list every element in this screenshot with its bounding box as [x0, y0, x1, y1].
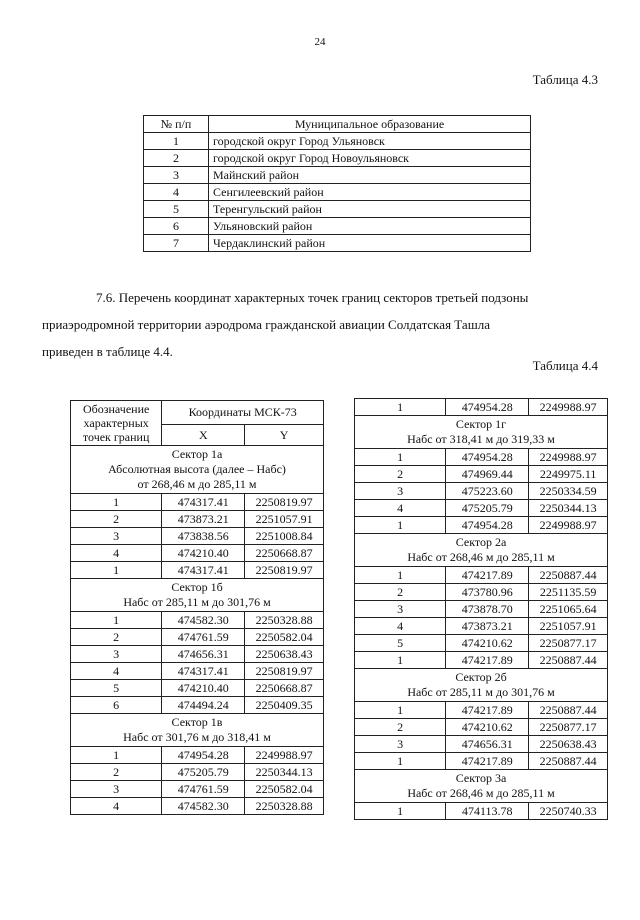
- table-row: [144, 218, 531, 235]
- table-row: [144, 150, 531, 167]
- point-id: 2: [355, 584, 446, 601]
- coord-y: 2250328.88: [245, 798, 324, 815]
- table-row: [355, 601, 608, 618]
- sector-title: Сектор 1а: [171, 447, 223, 461]
- coord-x: 475223.60: [446, 483, 529, 500]
- coord-x: 473838.56: [162, 528, 245, 545]
- coord-x: 474113.78: [446, 803, 529, 820]
- coord-y: 2250344.13: [529, 500, 608, 517]
- table-4-4-caption: Таблица 4.4: [532, 358, 598, 373]
- table-header-row: [71, 401, 324, 425]
- point-id: 5: [71, 680, 162, 697]
- table-row: [355, 466, 608, 483]
- point-id: 3: [71, 646, 162, 663]
- row-number: 1: [144, 133, 209, 150]
- column-header-y: Y: [245, 424, 324, 445]
- point-id: 1: [355, 449, 446, 466]
- coord-y: 2251057.91: [529, 618, 608, 635]
- table-header-row: [144, 116, 531, 133]
- point-id: 5: [355, 635, 446, 652]
- coord-x: 474210.40: [162, 680, 245, 697]
- sector-title: Сектор 1г: [455, 417, 507, 431]
- coord-x: 474217.89: [446, 567, 529, 584]
- coord-y: 2250668.87: [245, 680, 324, 697]
- coord-y: 2250819.97: [245, 562, 324, 579]
- sector-heading: [355, 770, 608, 803]
- table-row: [144, 235, 531, 252]
- table-row: [71, 798, 324, 815]
- coord-x: 474969.44: [446, 466, 529, 483]
- table-row: [71, 562, 324, 579]
- coord-x: 474210.40: [162, 545, 245, 562]
- paragraph-line-1: 7.6. Перечень координат характерных точек границ секторов третьей подзоны: [96, 290, 529, 305]
- table-row: [71, 697, 324, 714]
- municipality-name: Чердаклинский район: [209, 235, 531, 252]
- point-id: 2: [355, 466, 446, 483]
- coord-y: 2249975.11: [529, 466, 608, 483]
- coord-y: 2250638.43: [529, 736, 608, 753]
- coord-y: 2250409.35: [245, 697, 324, 714]
- point-id: 4: [71, 798, 162, 815]
- sector-heading-row: [355, 669, 608, 702]
- table-row: [355, 719, 608, 736]
- municipality-name: Ульяновский район: [209, 218, 531, 235]
- table-row: [355, 618, 608, 635]
- sector-heading-row: [355, 534, 608, 567]
- point-id: 1: [355, 753, 446, 770]
- sector-heading-row: [71, 446, 324, 494]
- coord-y: 2250819.97: [245, 663, 324, 680]
- table-row: [355, 635, 608, 652]
- point-id: 1: [355, 517, 446, 534]
- sector-altitude: Набс от 268,46 м до 285,11 м: [407, 550, 555, 564]
- coord-y: 2250887.44: [529, 652, 608, 669]
- coord-y: 2250638.43: [245, 646, 324, 663]
- coord-y: 2250328.88: [245, 612, 324, 629]
- sector-heading-row: [355, 416, 608, 449]
- municipality-name: Майнский район: [209, 167, 531, 184]
- column-header-municipality: Муниципальное образование: [209, 116, 531, 133]
- sector-title: Сектор 2а: [455, 535, 507, 549]
- table-row: [71, 680, 324, 697]
- coord-x: 475205.79: [446, 500, 529, 517]
- table-row: [355, 652, 608, 669]
- table-row: [355, 753, 608, 770]
- point-id: 4: [71, 545, 162, 562]
- column-header-coordinates: Координаты МСК-73: [162, 401, 324, 425]
- municipality-name: городской округ Город Ульяновск: [209, 133, 531, 150]
- sector-heading: [71, 579, 324, 612]
- coord-y: 2251065.64: [529, 601, 608, 618]
- column-header-point: Обозначение характерных точек границ: [71, 401, 162, 446]
- table-4-4-left-body: [71, 446, 324, 815]
- paragraph-line-2: приаэродромной территории аэродрома гражданской авиации Солдатская Ташла: [42, 317, 490, 332]
- coord-x: 474217.89: [446, 652, 529, 669]
- point-id: 1: [355, 567, 446, 584]
- coord-x: 474582.30: [162, 798, 245, 815]
- row-number: 4: [144, 184, 209, 201]
- coord-y: 2250668.87: [245, 545, 324, 562]
- table-row: [71, 545, 324, 562]
- sector-altitude: Набс от 268,46 м до 285,11 м: [407, 786, 555, 800]
- table-4-3-body: [144, 133, 531, 252]
- sector-title: Сектор 2б: [455, 670, 507, 684]
- coord-x: 474954.28: [446, 517, 529, 534]
- coord-y: 2250887.44: [529, 702, 608, 719]
- point-id: 1: [355, 652, 446, 669]
- table-row: [71, 494, 324, 511]
- table-row: [355, 449, 608, 466]
- sector-heading: [355, 416, 608, 449]
- coord-y: 2249988.97: [529, 399, 608, 416]
- sector-title: Сектор 3а: [455, 771, 507, 785]
- point-id: 2: [355, 719, 446, 736]
- table-4-4-right: [354, 398, 608, 820]
- coord-y: 2250819.97: [245, 494, 324, 511]
- coord-x: 474954.28: [446, 449, 529, 466]
- coord-y: 2250740.33: [529, 803, 608, 820]
- sector-heading: [71, 714, 324, 747]
- table-4-3-caption: Таблица 4.3: [532, 72, 598, 87]
- sector-title: Сектор 1б: [171, 580, 223, 594]
- coord-y: 2251008.84: [245, 528, 324, 545]
- table-row: [71, 629, 324, 646]
- coord-x: 474210.62: [446, 719, 529, 736]
- table-row: [71, 663, 324, 680]
- table-row: [355, 803, 608, 820]
- sector-heading-row: [71, 579, 324, 612]
- sector-altitude: Набс от 285,11 м до 301,76 м: [123, 595, 271, 609]
- row-number: 6: [144, 218, 209, 235]
- coord-x: 474317.41: [162, 494, 245, 511]
- table-row: [71, 764, 324, 781]
- coord-x: 474761.59: [162, 629, 245, 646]
- sector-heading: [71, 446, 324, 494]
- point-id: 1: [71, 747, 162, 764]
- coord-x: 474954.28: [162, 747, 245, 764]
- sector-heading-row: [71, 714, 324, 747]
- row-number: 5: [144, 201, 209, 218]
- municipality-name: городской округ Город Новоульяновск: [209, 150, 531, 167]
- point-id: 4: [71, 663, 162, 680]
- coord-x: 474656.31: [162, 646, 245, 663]
- paragraph-line-3: приведен в таблице 4.4.: [42, 344, 173, 359]
- row-number: 7: [144, 235, 209, 252]
- coord-y: 2250887.44: [529, 567, 608, 584]
- point-id: 3: [355, 483, 446, 500]
- coord-y: 2250582.04: [245, 629, 324, 646]
- coord-x: 474217.89: [446, 753, 529, 770]
- table-row: [355, 702, 608, 719]
- point-id: 2: [71, 764, 162, 781]
- table-row: [355, 517, 608, 534]
- page-number: 24: [314, 36, 326, 48]
- point-id: 1: [355, 803, 446, 820]
- table-row: [144, 167, 531, 184]
- coord-x: 474210.62: [446, 635, 529, 652]
- coord-y: 2249988.97: [529, 449, 608, 466]
- point-id: 1: [355, 399, 446, 416]
- coord-x: 474317.41: [162, 562, 245, 579]
- table-row: [355, 736, 608, 753]
- column-header-x: X: [162, 424, 245, 445]
- row-number: 2: [144, 150, 209, 167]
- coord-y: 2250887.44: [529, 753, 608, 770]
- table-row: [144, 201, 531, 218]
- coord-y: 2250344.13: [245, 764, 324, 781]
- table-row: [71, 646, 324, 663]
- sector-altitude: от 268,46 м до 285,11 м: [137, 477, 257, 491]
- coord-y: 2251135.59: [529, 584, 608, 601]
- point-id: 3: [355, 736, 446, 753]
- sector-altitude: Набс от 318,41 м до 319,33 м: [407, 432, 555, 446]
- coord-y: 2249988.97: [529, 517, 608, 534]
- municipality-name: Сенгилеевский район: [209, 184, 531, 201]
- point-id: 1: [71, 612, 162, 629]
- coord-x: 474582.30: [162, 612, 245, 629]
- coord-y: 2251057.91: [245, 511, 324, 528]
- row-number: 3: [144, 167, 209, 184]
- coord-x: 474494.24: [162, 697, 245, 714]
- sector-heading: [355, 669, 608, 702]
- coord-y: 2250582.04: [245, 781, 324, 798]
- sector-altitude: Абсолютная высота (далее – Набс): [108, 462, 286, 476]
- sector-heading-row: [355, 770, 608, 803]
- table-row: [144, 184, 531, 201]
- coord-y: 2249988.97: [245, 747, 324, 764]
- table-row: [71, 781, 324, 798]
- point-id: 1: [355, 702, 446, 719]
- coord-x: 474656.31: [446, 736, 529, 753]
- table-row: [71, 747, 324, 764]
- table-4-4-left: [70, 400, 324, 815]
- sector-heading: [355, 534, 608, 567]
- table-4-3: [143, 115, 531, 252]
- point-id: 2: [71, 629, 162, 646]
- table-row: [71, 612, 324, 629]
- point-id: 3: [355, 601, 446, 618]
- table-4-4-right-body: [355, 399, 608, 820]
- table-row: [355, 399, 608, 416]
- coord-x: 475205.79: [162, 764, 245, 781]
- municipality-name: Теренгульский район: [209, 201, 531, 218]
- sector-altitude: Набс от 285,11 м до 301,76 м: [407, 685, 555, 699]
- sector-title: Сектор 1в: [171, 715, 223, 729]
- coord-y: 2250334.59: [529, 483, 608, 500]
- table-row: [144, 133, 531, 150]
- section-paragraph: [42, 284, 600, 365]
- point-id: 6: [71, 697, 162, 714]
- point-id: 4: [355, 500, 446, 517]
- sector-altitude: Набс от 301,76 м до 318,41 м: [123, 730, 271, 744]
- coord-y: 2250877.17: [529, 719, 608, 736]
- table-row: [355, 584, 608, 601]
- coord-x: 474954.28: [446, 399, 529, 416]
- coord-y: 2250877.17: [529, 635, 608, 652]
- coord-x: 473878.70: [446, 601, 529, 618]
- table-row: [71, 528, 324, 545]
- coord-x: 473873.21: [446, 618, 529, 635]
- coord-x: 473780.96: [446, 584, 529, 601]
- point-id: 3: [71, 528, 162, 545]
- column-header-number: № п/п: [144, 116, 209, 133]
- point-id: 4: [355, 618, 446, 635]
- point-id: 1: [71, 562, 162, 579]
- table-row: [355, 483, 608, 500]
- table-row: [71, 511, 324, 528]
- coord-x: 474317.41: [162, 663, 245, 680]
- table-row: [355, 500, 608, 517]
- coord-x: 474217.89: [446, 702, 529, 719]
- coord-x: 473873.21: [162, 511, 245, 528]
- point-id: 3: [71, 781, 162, 798]
- point-id: 2: [71, 511, 162, 528]
- coord-x: 474761.59: [162, 781, 245, 798]
- point-id: 1: [71, 494, 162, 511]
- table-row: [355, 567, 608, 584]
